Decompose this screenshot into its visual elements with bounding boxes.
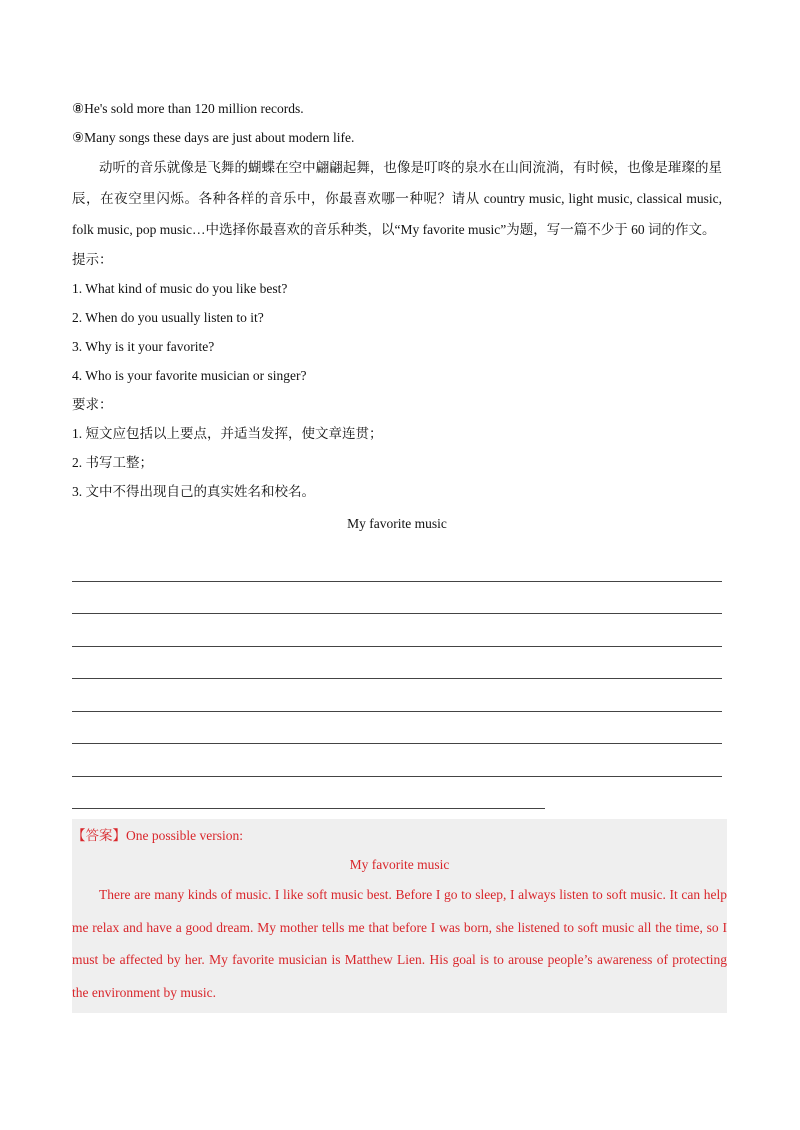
- requirement-2: 2. 书写工整；: [72, 455, 153, 470]
- requirement-1: 1. 短文应包括以上要点，并适当发挥，使文章连贯；: [72, 426, 383, 441]
- item-8: ⑧He's sold more than 120 million records.: [72, 101, 304, 116]
- writing-line: [72, 549, 722, 582]
- writing-line: [72, 582, 722, 615]
- answer-body: There are many kinds of music. I like soft music best. Before I go to sleep, I always listen to soft music. It can help me relax and have a good dream. My mother tells me that before I was born, she listened to soft music all the time, so I must be affected by her. My favorite musician is Matthew Lien. His goal is to arouse people’s awareness of protecting the environment by music.: [72, 887, 727, 1000]
- answer-title: My favorite music: [349, 857, 450, 872]
- writing-line: [72, 744, 722, 777]
- hint-3: 3. Why is it your favorite?: [72, 339, 215, 354]
- hint-4: 4. Who is your favorite musician or singer?: [72, 368, 307, 383]
- hint-2: 2. When do you usually listen to it?: [72, 310, 264, 325]
- essay-title: My favorite music: [347, 516, 447, 531]
- item-9: ⑨Many songs these days are just about modern life.: [72, 130, 355, 145]
- answer-label: 【答案】One possible version:: [72, 828, 243, 843]
- hints-label: 提示：: [72, 252, 113, 267]
- writing-line: [72, 679, 722, 712]
- requirement-3: 3. 文中不得出现自己的真实姓名和校名。: [72, 484, 315, 499]
- writing-line-last: [72, 777, 545, 810]
- prompt-paragraph: 动听的音乐就像是飞舞的蝴蝶在空中翩翩起舞，也像是叮咚的泉水在山间流淌，有时候，也像是璀璨的星辰，在夜空里闪烁。各种各样的音乐中，你最喜欢哪一种呢？请从 country music, light music, classical music, folk music, pop music…中选择你最喜欢的音乐种类，以“My favorite music”为题，写一篇不少于 60 词的作文。: [72, 160, 722, 237]
- writing-lines: [72, 549, 722, 809]
- document-page: [72, 94, 727, 1013]
- answer-block: [72, 819, 727, 1013]
- writing-line: [72, 614, 722, 647]
- hint-1: 1. What kind of music do you like best?: [72, 281, 288, 296]
- writing-line: [72, 712, 722, 745]
- requirements-label: 要求：: [72, 397, 113, 412]
- writing-line: [72, 647, 722, 680]
